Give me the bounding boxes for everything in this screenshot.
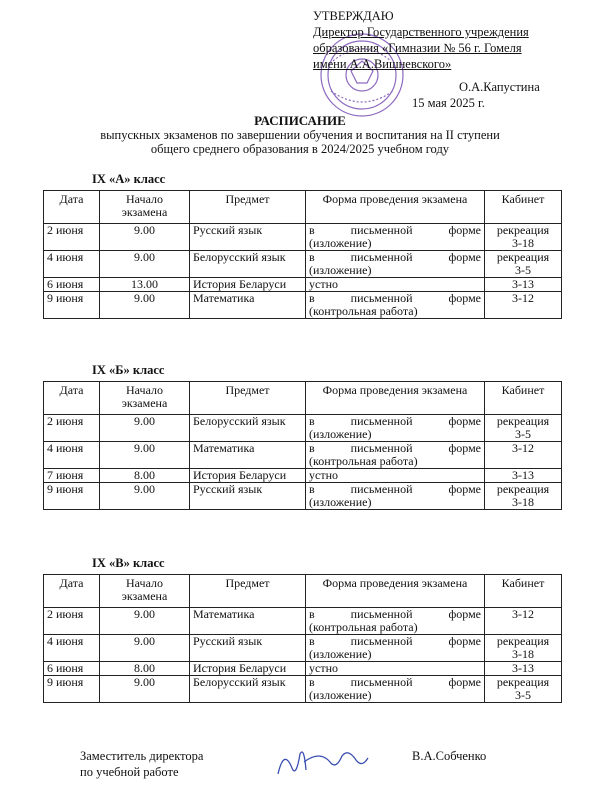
exam-form	[306, 676, 485, 703]
approval-block	[0, 0, 600, 120]
exam-start: 9.00	[100, 251, 190, 278]
exam-room-line: рекреация	[496, 223, 550, 237]
exam-form-line: в письменной форме	[309, 223, 481, 237]
table-row	[44, 635, 562, 662]
class-heading: IX «В» класс	[92, 556, 165, 570]
exam-form	[306, 608, 485, 635]
column-header: Дата	[44, 191, 100, 224]
column-header: Начало экзамена	[100, 575, 190, 608]
title-line-2: общего среднего образования в 2024/2025 учебном году	[150, 142, 450, 156]
exam-room	[485, 442, 562, 469]
exam-date: 4 июня	[44, 251, 100, 278]
column-header: Форма проведения экзамена	[306, 191, 485, 224]
title-line-1: выпускных экзаменов по завершении обучения и воспитания на II ступени	[100, 128, 500, 142]
table-row	[44, 662, 562, 676]
handwritten-signature	[270, 744, 370, 784]
exam-room-line: 3-12	[512, 441, 534, 455]
exam-date: 7 июня	[44, 469, 100, 483]
table-row	[44, 278, 562, 292]
exam-room-line: рекреация	[496, 414, 550, 428]
approval-line-2: образования «Гимназии № 56 г. Гомеля	[313, 41, 522, 55]
exam-room-line: 3-13	[512, 468, 534, 482]
table-header-row	[44, 575, 562, 608]
exam-subject: Математика	[190, 608, 306, 635]
exam-form	[306, 292, 485, 319]
exam-room-line: 3-5	[515, 688, 531, 702]
exam-date: 4 июня	[44, 635, 100, 662]
exam-form	[306, 662, 485, 676]
exam-form-line: (изложение)	[309, 495, 372, 509]
exam-form-line: в письменной форме	[309, 607, 481, 621]
exam-date: 2 июня	[44, 608, 100, 635]
exam-form-line: устно	[309, 661, 338, 675]
exam-start: 9.00	[100, 635, 190, 662]
exam-form-line: в письменной форме	[309, 675, 481, 689]
exam-form	[306, 483, 485, 510]
exam-room-line: 3-5	[515, 427, 531, 441]
schedule-table	[43, 381, 562, 510]
exam-form-line: (изложение)	[309, 427, 372, 441]
column-header: Форма проведения экзамена	[306, 382, 485, 415]
exam-room-line: рекреация	[496, 250, 550, 264]
table-row	[44, 415, 562, 442]
column-header: Форма проведения экзамена	[306, 575, 485, 608]
exam-form-line: в письменной форме	[309, 250, 481, 264]
exam-form	[306, 635, 485, 662]
schedule-table	[43, 574, 562, 703]
exam-room	[485, 251, 562, 278]
exam-start: 8.00	[100, 662, 190, 676]
approval-heading: УТВЕРЖДАЮ	[313, 9, 394, 23]
exam-room	[485, 224, 562, 251]
footer-position-2: по учебной работе	[80, 765, 179, 779]
exam-room	[485, 469, 562, 483]
column-header: Предмет	[190, 575, 306, 608]
column-header: Начало экзамена	[100, 191, 190, 224]
exam-date: 6 июня	[44, 278, 100, 292]
exam-start: 9.00	[100, 224, 190, 251]
exam-form	[306, 278, 485, 292]
table-header-row	[44, 191, 562, 224]
schedule-table	[43, 190, 562, 319]
footer-name: В.А.Собченко	[412, 749, 487, 763]
exam-start: 9.00	[100, 292, 190, 319]
exam-room-line: 3-5	[515, 263, 531, 277]
exam-room	[485, 662, 562, 676]
exam-start: 9.00	[100, 415, 190, 442]
table-row	[44, 292, 562, 319]
exam-date: 9 июня	[44, 292, 100, 319]
exam-room-line: 3-12	[512, 291, 534, 305]
exam-form	[306, 251, 485, 278]
exam-form	[306, 469, 485, 483]
exam-form-line: (изложение)	[309, 647, 372, 661]
exam-form-line: (изложение)	[309, 688, 372, 702]
exam-form-line: (контрольная работа)	[309, 304, 418, 318]
exam-date: 2 июня	[44, 224, 100, 251]
table-row	[44, 442, 562, 469]
table-row	[44, 483, 562, 510]
exam-subject: Белорусский язык	[190, 676, 306, 703]
exam-form-line: (контрольная работа)	[309, 620, 418, 634]
table-row	[44, 469, 562, 483]
exam-room	[485, 278, 562, 292]
exam-room	[485, 608, 562, 635]
exam-start: 9.00	[100, 442, 190, 469]
exam-subject: Белорусский язык	[190, 415, 306, 442]
exam-subject: Математика	[190, 292, 306, 319]
exam-subject: История Беларуси	[190, 662, 306, 676]
exam-form-line: устно	[309, 468, 338, 482]
column-header: Кабинет	[485, 575, 562, 608]
exam-form-line: (изложение)	[309, 263, 372, 277]
exam-room-line: рекреация	[496, 634, 550, 648]
class-heading: IX «Б» класс	[92, 363, 165, 377]
exam-form-line: в письменной форме	[309, 414, 481, 428]
table-row	[44, 676, 562, 703]
exam-room-line: рекреация	[496, 675, 550, 689]
exam-start: 9.00	[100, 676, 190, 703]
exam-date: 9 июня	[44, 676, 100, 703]
approval-signer: О.А.Капустина	[459, 80, 540, 94]
exam-form-line: в письменной форме	[309, 441, 481, 455]
exam-form	[306, 415, 485, 442]
exam-form-line: в письменной форме	[309, 482, 481, 496]
table-row	[44, 608, 562, 635]
column-header: Дата	[44, 575, 100, 608]
exam-form-line: в письменной форме	[309, 634, 481, 648]
exam-room	[485, 292, 562, 319]
exam-subject: История Беларуси	[190, 469, 306, 483]
exam-room	[485, 483, 562, 510]
exam-room-line: 3-13	[512, 277, 534, 291]
exam-subject: Русский язык	[190, 483, 306, 510]
exam-start: 13.00	[100, 278, 190, 292]
approval-line-1: Директор Государственного учреждения	[313, 25, 529, 39]
footer-position-1: Заместитель директора	[80, 749, 204, 763]
exam-start: 9.00	[100, 608, 190, 635]
exam-form-line: (изложение)	[309, 236, 372, 250]
exam-form-line: устно	[309, 277, 338, 291]
column-header: Начало экзамена	[100, 382, 190, 415]
exam-subject: Русский язык	[190, 635, 306, 662]
column-header: Предмет	[190, 191, 306, 224]
table-header-row	[44, 382, 562, 415]
table-row	[44, 224, 562, 251]
column-header: Предмет	[190, 382, 306, 415]
exam-start: 9.00	[100, 483, 190, 510]
exam-room-line: 3-18	[512, 236, 534, 250]
table-row	[44, 251, 562, 278]
exam-subject: Математика	[190, 442, 306, 469]
exam-subject: История Беларуси	[190, 278, 306, 292]
column-header: Дата	[44, 382, 100, 415]
exam-date: 4 июня	[44, 442, 100, 469]
document-title	[0, 114, 600, 156]
exam-room-line: 3-18	[512, 495, 534, 509]
exam-date: 6 июня	[44, 662, 100, 676]
exam-room-line: 3-18	[512, 647, 534, 661]
exam-date: 2 июня	[44, 415, 100, 442]
exam-room	[485, 635, 562, 662]
exam-form-line: в письменной форме	[309, 291, 481, 305]
title-heading: РАСПИСАНИЕ	[254, 113, 346, 128]
exam-subject: Белорусский язык	[190, 251, 306, 278]
exam-date: 9 июня	[44, 483, 100, 510]
column-header: Кабинет	[485, 382, 562, 415]
exam-room-line: 3-13	[512, 661, 534, 675]
exam-form-line: (контрольная работа)	[309, 454, 418, 468]
exam-room	[485, 676, 562, 703]
exam-subject: Русский язык	[190, 224, 306, 251]
column-header: Кабинет	[485, 191, 562, 224]
approval-date: 15 мая 2025 г.	[412, 96, 485, 110]
exam-room-line: рекреация	[496, 482, 550, 496]
exam-room	[485, 415, 562, 442]
class-heading: IX «А» класс	[92, 172, 166, 186]
exam-form	[306, 224, 485, 251]
approval-line-3: имени А.А.Вишневского»	[313, 57, 452, 71]
exam-start: 8.00	[100, 469, 190, 483]
exam-form	[306, 442, 485, 469]
exam-room-line: 3-12	[512, 607, 534, 621]
